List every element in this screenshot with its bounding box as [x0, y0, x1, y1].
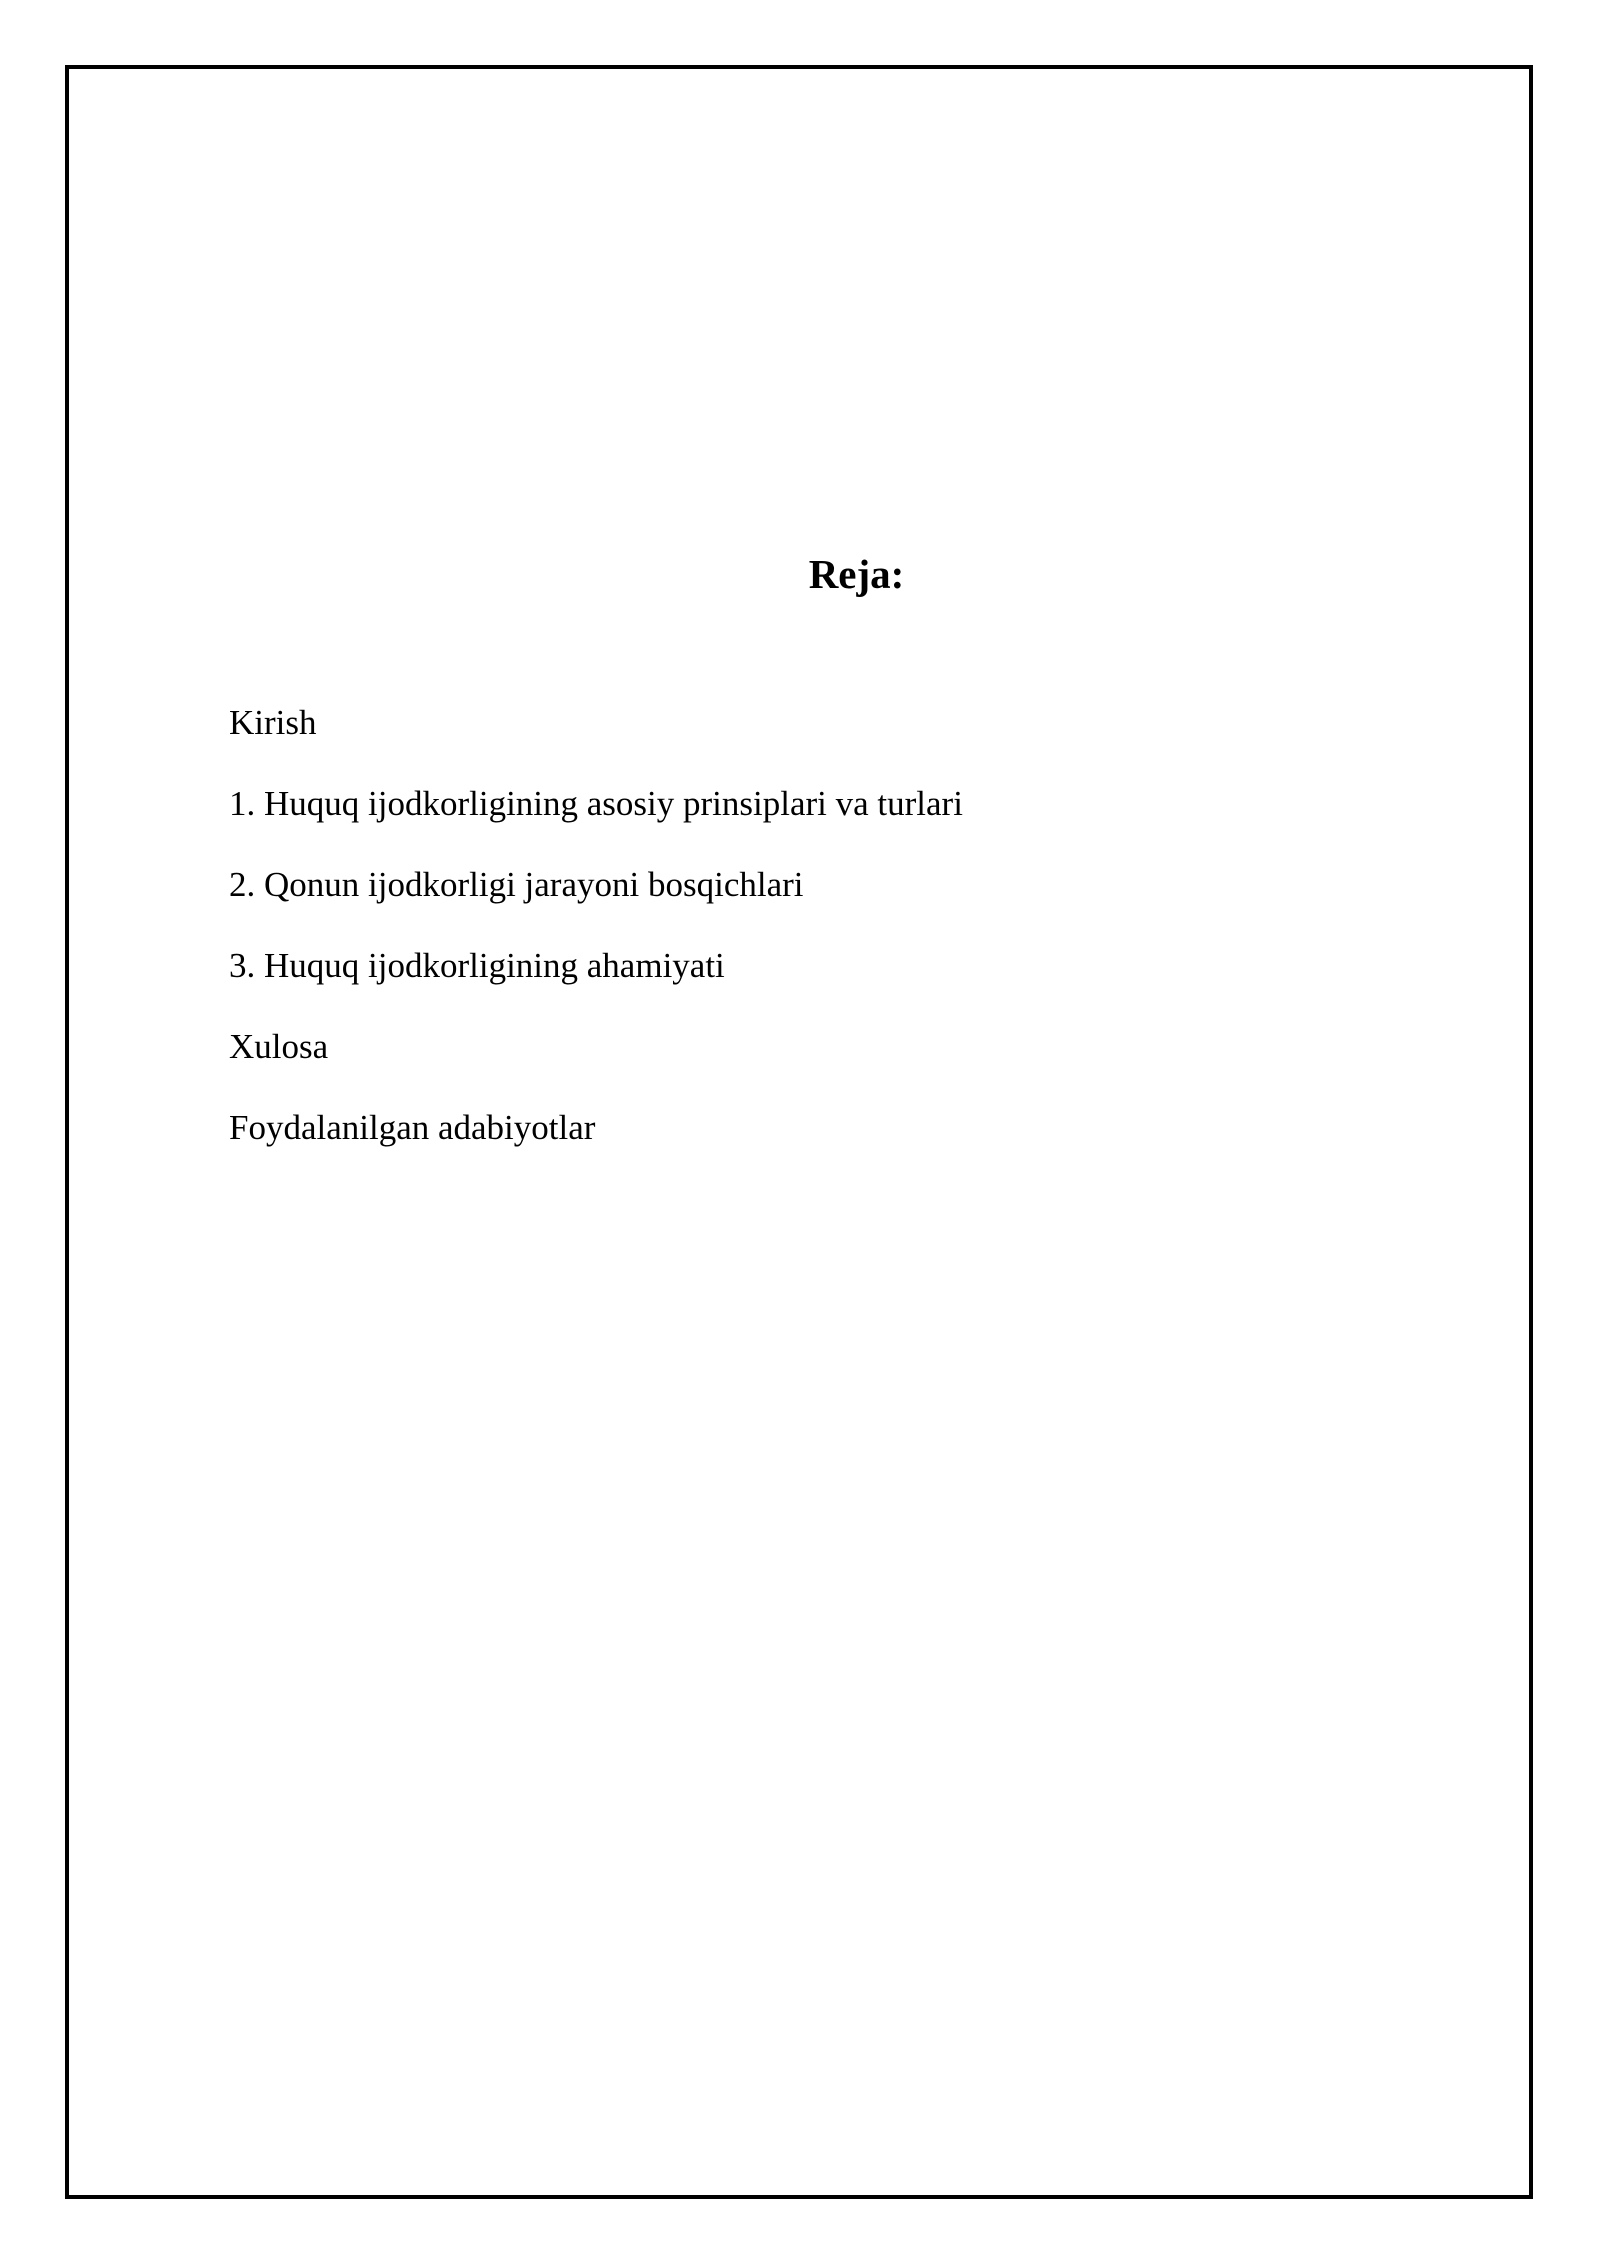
- plan-title: Reja:: [808, 551, 905, 597]
- plan-list: [229, 698, 963, 1184]
- plan-item-introduction: Kirish: [229, 703, 317, 742]
- plan-item-conclusion: Xulosa: [229, 1027, 329, 1066]
- plan-item-chapter-2: 2. Qonun ijodkorligi jarayoni bosqichlari: [229, 865, 804, 904]
- plan-item-chapter-1: 1. Huquq ijodkorligining asosiy prinsiplari va turlari: [229, 784, 963, 823]
- plan-item-chapter-3: 3. Huquq ijodkorligining ahamiyati: [229, 946, 725, 985]
- plan-item-references: Foydalanilgan adabiyotlar: [229, 1108, 596, 1147]
